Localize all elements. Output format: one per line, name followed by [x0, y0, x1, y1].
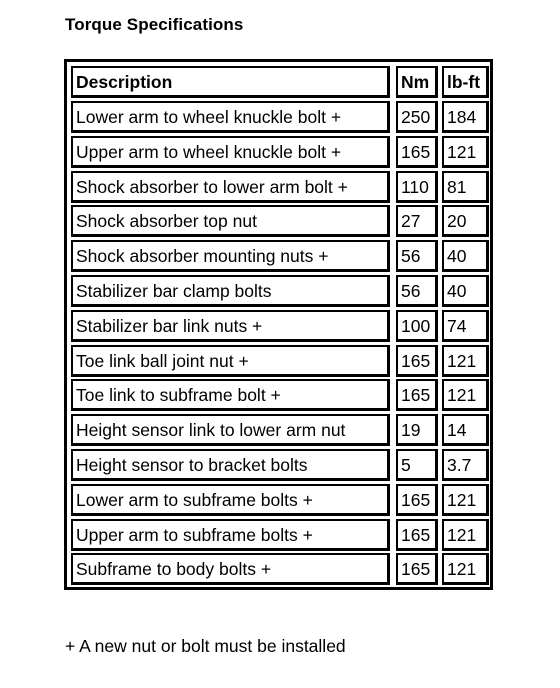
header-description: Description	[71, 66, 390, 98]
table-row	[71, 414, 490, 446]
cell-nm: 165	[396, 379, 438, 411]
cell-lbft: 74	[442, 310, 489, 342]
table-row	[71, 379, 490, 411]
table-row	[71, 240, 490, 272]
cell-nm: 165	[396, 136, 438, 168]
page-title: Torque Specifications	[65, 15, 244, 34]
table-header-row	[71, 66, 490, 98]
table-row	[71, 275, 490, 307]
cell-description: Lower arm to wheel knuckle bolt +	[71, 101, 390, 133]
cell-description: Height sensor link to lower arm nut	[71, 414, 390, 446]
cell-lbft: 14	[442, 414, 489, 446]
cell-lbft: 3.7	[442, 449, 489, 481]
footnote: + A new nut or bolt must be installed	[65, 636, 346, 656]
cell-lbft: 121	[442, 379, 489, 411]
cell-lbft: 184	[442, 101, 489, 133]
cell-nm: 56	[396, 240, 438, 272]
table-row	[71, 553, 490, 585]
cell-lbft: 121	[442, 345, 489, 377]
cell-description: Shock absorber top nut	[71, 205, 390, 237]
cell-lbft: 121	[442, 484, 489, 516]
cell-lbft: 40	[442, 240, 489, 272]
table-row	[71, 345, 490, 377]
cell-nm: 5	[396, 449, 438, 481]
cell-nm: 100	[396, 310, 438, 342]
cell-description: Toe link ball joint nut +	[71, 345, 390, 377]
table-row	[71, 136, 490, 168]
cell-lbft: 40	[442, 275, 489, 307]
cell-description: Shock absorber to lower arm bolt +	[71, 171, 390, 203]
header-nm: Nm	[396, 66, 438, 98]
cell-lbft: 81	[442, 171, 489, 203]
header-lbft: lb-ft	[442, 66, 489, 98]
cell-description: Height sensor to bracket bolts	[71, 449, 390, 481]
cell-description: Lower arm to subframe bolts +	[71, 484, 390, 516]
cell-nm: 250	[396, 101, 438, 133]
cell-lbft: 121	[442, 519, 489, 551]
cell-description: Toe link to subframe bolt +	[71, 379, 390, 411]
cell-description: Shock absorber mounting nuts +	[71, 240, 390, 272]
table-row	[71, 449, 490, 481]
cell-description: Upper arm to wheel knuckle bolt +	[71, 136, 390, 168]
cell-nm: 165	[396, 484, 438, 516]
table-row	[71, 205, 490, 237]
cell-description: Stabilizer bar link nuts +	[71, 310, 390, 342]
cell-nm: 19	[396, 414, 438, 446]
cell-nm: 165	[396, 553, 438, 585]
cell-description: Stabilizer bar clamp bolts	[71, 275, 390, 307]
cell-description: Upper arm to subframe bolts +	[71, 519, 390, 551]
table-row	[71, 171, 490, 203]
cell-nm: 165	[396, 345, 438, 377]
cell-nm: 27	[396, 205, 438, 237]
table-row	[71, 519, 490, 551]
table-row	[71, 101, 490, 133]
cell-lbft: 20	[442, 205, 489, 237]
cell-nm: 56	[396, 275, 438, 307]
cell-description: Subframe to body bolts +	[71, 553, 390, 585]
table-row	[71, 310, 490, 342]
cell-nm: 165	[396, 519, 438, 551]
cell-lbft: 121	[442, 136, 489, 168]
cell-lbft: 121	[442, 553, 489, 585]
cell-nm: 110	[396, 171, 438, 203]
torque-table	[64, 59, 493, 590]
table-row	[71, 484, 490, 516]
